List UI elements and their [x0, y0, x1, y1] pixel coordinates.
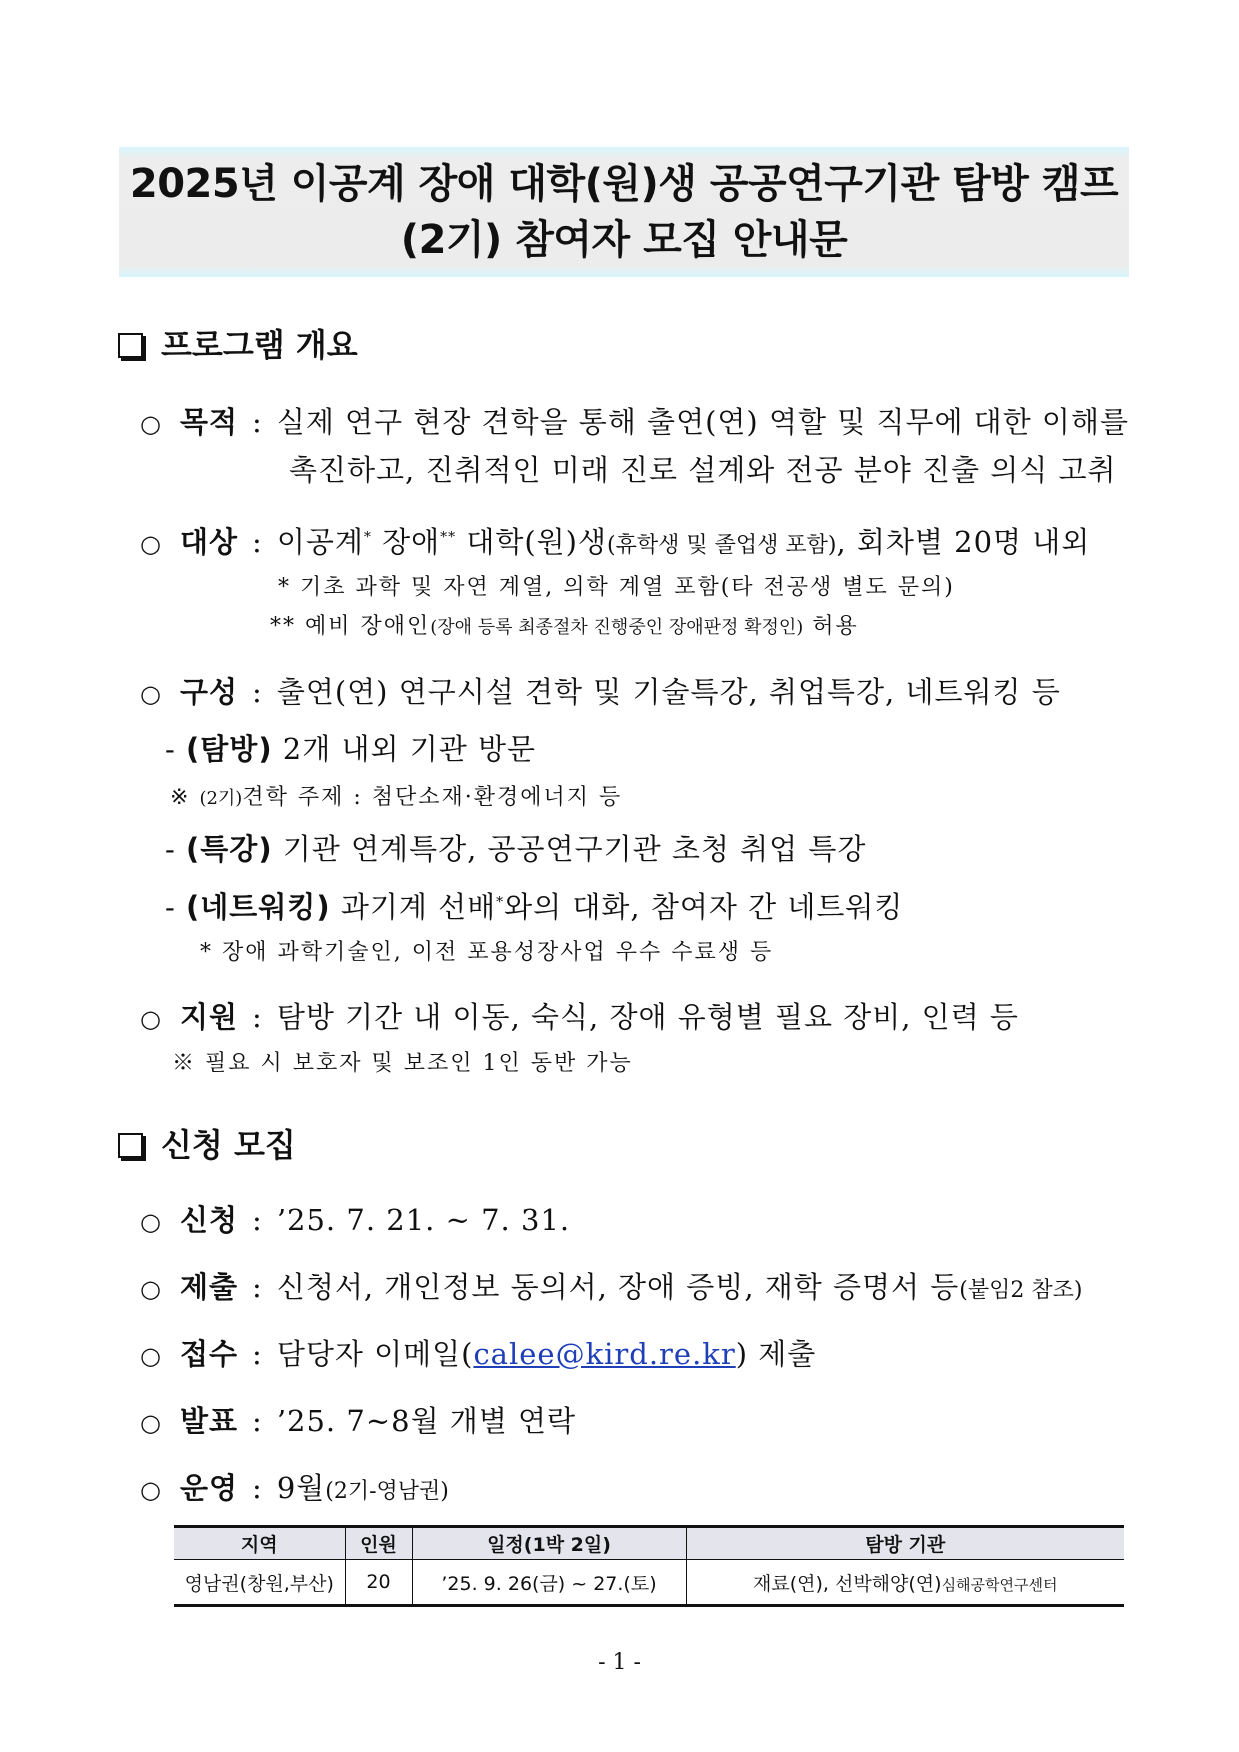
checkbox-square-icon — [118, 333, 143, 358]
submit-text: 신청서, 개인정보 동의서, 장애 증빙, 재학 증명서 등 — [276, 1270, 960, 1304]
target-text: 대학(원)생 — [456, 525, 608, 559]
lecture-text: 기관 연계특강, 공공연구기관 초청 취업 특강 — [272, 832, 867, 866]
support-label: 지원 — [180, 1000, 239, 1034]
target-text-small: (휴학생 및 졸업생 포함) — [607, 533, 837, 558]
dash: - — [165, 832, 187, 866]
section-title: 프로그램 개요 — [161, 326, 358, 364]
org-text: 재료(연), 선박해양(연) — [753, 1572, 942, 1595]
section-heading-application — [118, 1120, 296, 1166]
support-item: ○ 지원 : 탐방 기간 내 이동, 숙식, 장애 유형별 필요 장비, 인력 등 — [140, 1000, 1019, 1034]
networking-text: 과기계 선배 — [330, 890, 497, 924]
note-text: 견학 주제 : 첨단소재·환경에너지 등 — [242, 785, 623, 810]
purpose-item: ○ 목적 : 실제 연구 현장 견학을 통해 출연(연) 역할 및 직무에 대한 이해를 — [140, 405, 1129, 439]
table-header-cell: 지역 — [174, 1527, 345, 1560]
operate-text: 9월 — [276, 1471, 326, 1505]
receipt-label: 접수 — [180, 1337, 239, 1371]
dash: - — [165, 890, 187, 924]
support-note: ※ 필요 시 보호자 및 보조인 1인 동반 가능 — [172, 1051, 633, 1076]
footnote-mark: * — [363, 529, 372, 546]
submit-ref: (붙임2 참조) — [959, 1278, 1083, 1303]
submit-label: 제출 — [180, 1270, 239, 1304]
circle-bullet-icon: ○ — [140, 1409, 162, 1437]
operate-label: 운영 — [180, 1471, 239, 1505]
checkbox-square-icon — [118, 1133, 143, 1158]
note-mark: ※ — [170, 785, 200, 810]
title-line-1: 2025년 이공계 장애 대학(원)생 공공연구기관 탐방 캠프 — [129, 161, 1119, 207]
schedule-cell: ’25. 9. 26(금) ~ 27.(토) — [412, 1560, 686, 1606]
section-heading-overview — [118, 320, 358, 366]
receipt-text: 담당자 이메일( — [276, 1337, 474, 1371]
circle-bullet-icon: ○ — [140, 1208, 162, 1236]
target-note-2 — [270, 609, 859, 640]
announce-item: ○ 발표 : ’25. 7~8월 개별 연락 — [140, 1404, 577, 1438]
composition-visit — [165, 727, 536, 768]
footnote-mark: ** — [440, 529, 457, 546]
announce-label: 발표 — [180, 1404, 239, 1438]
lecture-label: (특강) — [186, 832, 273, 866]
receipt-text: ) 제출 — [735, 1337, 817, 1371]
composition-text: 출연(연) 연구시설 견학 및 기술특강, 취업특강, 네트워킹 등 — [276, 675, 1061, 709]
circle-bullet-icon: ○ — [140, 680, 162, 708]
schedule-table — [174, 1525, 1124, 1607]
visit-text: 2개 내외 기관 방문 — [272, 732, 537, 766]
section-title: 신청 모집 — [161, 1126, 296, 1164]
networking-note: * 장애 과학기술인, 이전 포용성장사업 우수 수료생 등 — [200, 940, 774, 965]
apply-item: ○ 신청 : ’25. 7. 21. ~ 7. 31. — [140, 1203, 571, 1237]
composition-lecture — [165, 827, 866, 868]
circle-bullet-icon: ○ — [140, 410, 162, 438]
note-text: 허용 — [803, 614, 859, 639]
target-label: 대상 — [180, 525, 239, 559]
table-header-cell: 탐방 기관 — [686, 1527, 1124, 1560]
document-title — [119, 147, 1129, 277]
composition-item: ○ 구성 : 출연(연) 연구시설 견학 및 기술특강, 취업특강, 네트워킹 등 — [140, 675, 1061, 709]
target-note-1: * 기초 과학 및 자연 계열, 의학 계열 포함(타 전공생 별도 문의) — [278, 575, 955, 600]
purpose-text-1: 실제 연구 현장 견학을 통해 출연(연) 역할 및 직무에 대한 이해를 — [276, 405, 1129, 439]
table-header-cell: 인원 — [345, 1527, 412, 1560]
composition-label: 구성 — [180, 675, 239, 709]
title-line-2: (2기) 참여자 모집 안내문 — [400, 217, 848, 263]
receipt-item: ○ 접수 : 담당자 이메일(calee@kird.re.kr) 제출 — [140, 1337, 817, 1371]
announce-text: ’25. 7~8월 개별 연락 — [276, 1404, 577, 1438]
visit-note — [170, 780, 622, 811]
footnote-mark: * — [496, 894, 505, 911]
composition-networking — [165, 885, 903, 926]
operate-text-small: (2기-영남권) — [325, 1479, 449, 1504]
org-cell — [686, 1560, 1124, 1606]
support-text: 탐방 기간 내 이동, 숙식, 장애 유형별 필요 장비, 인력 등 — [276, 1000, 1019, 1034]
page-number: - 1 - — [598, 1650, 641, 1675]
count-cell: 20 — [345, 1560, 412, 1606]
note-text-small: (장애 등록 최종절차 진행중인 장애판정 확정인) — [430, 617, 804, 638]
table-header-cell: 일정(1박 2일) — [412, 1527, 686, 1560]
note-text: ** 예비 장애인 — [270, 614, 431, 639]
apply-period: ’25. 7. 21. ~ 7. 31. — [276, 1203, 571, 1237]
note-text-small: (2기) — [199, 788, 243, 809]
purpose-text-2: 촉진하고, 진취적인 미래 진로 설계와 전공 분야 진출 의식 고취 — [289, 453, 1117, 487]
circle-bullet-icon: ○ — [140, 1476, 162, 1504]
visit-label: (탐방) — [186, 732, 273, 766]
circle-bullet-icon: ○ — [140, 1275, 162, 1303]
region-cell: 영남권(창원,부산) — [174, 1560, 345, 1606]
networking-label: (네트워킹) — [186, 890, 331, 924]
table-header-row — [174, 1527, 1124, 1560]
circle-bullet-icon: ○ — [140, 1342, 162, 1370]
table-row — [174, 1560, 1124, 1606]
operate-item: ○ 운영 : 9월(2기-영남권) — [140, 1471, 449, 1505]
apply-label: 신청 — [180, 1203, 239, 1237]
org-text-small: 심해공학연구센터 — [941, 1575, 1058, 1594]
target-item: ○ 대상 : 이공계* 장애** 대학(원)생(휴학생 및 졸업생 포함), 회차별 20명 내외 — [140, 525, 1091, 559]
dash: - — [165, 732, 187, 766]
target-text: 이공계 — [276, 525, 364, 559]
target-text: , 회차별 20명 내외 — [836, 525, 1091, 559]
circle-bullet-icon: ○ — [140, 1005, 162, 1033]
email-link[interactable]: calee@kird.re.kr — [473, 1337, 736, 1371]
circle-bullet-icon: ○ — [140, 530, 162, 558]
purpose-label: 목적 — [180, 405, 239, 439]
target-text: 장애 — [371, 525, 441, 559]
networking-text: 와의 대화, 참여자 간 네트워킹 — [504, 890, 904, 924]
submit-item: ○ 제출 : 신청서, 개인정보 동의서, 장애 증빙, 재학 증명서 등(붙임2 참조) — [140, 1270, 1083, 1304]
